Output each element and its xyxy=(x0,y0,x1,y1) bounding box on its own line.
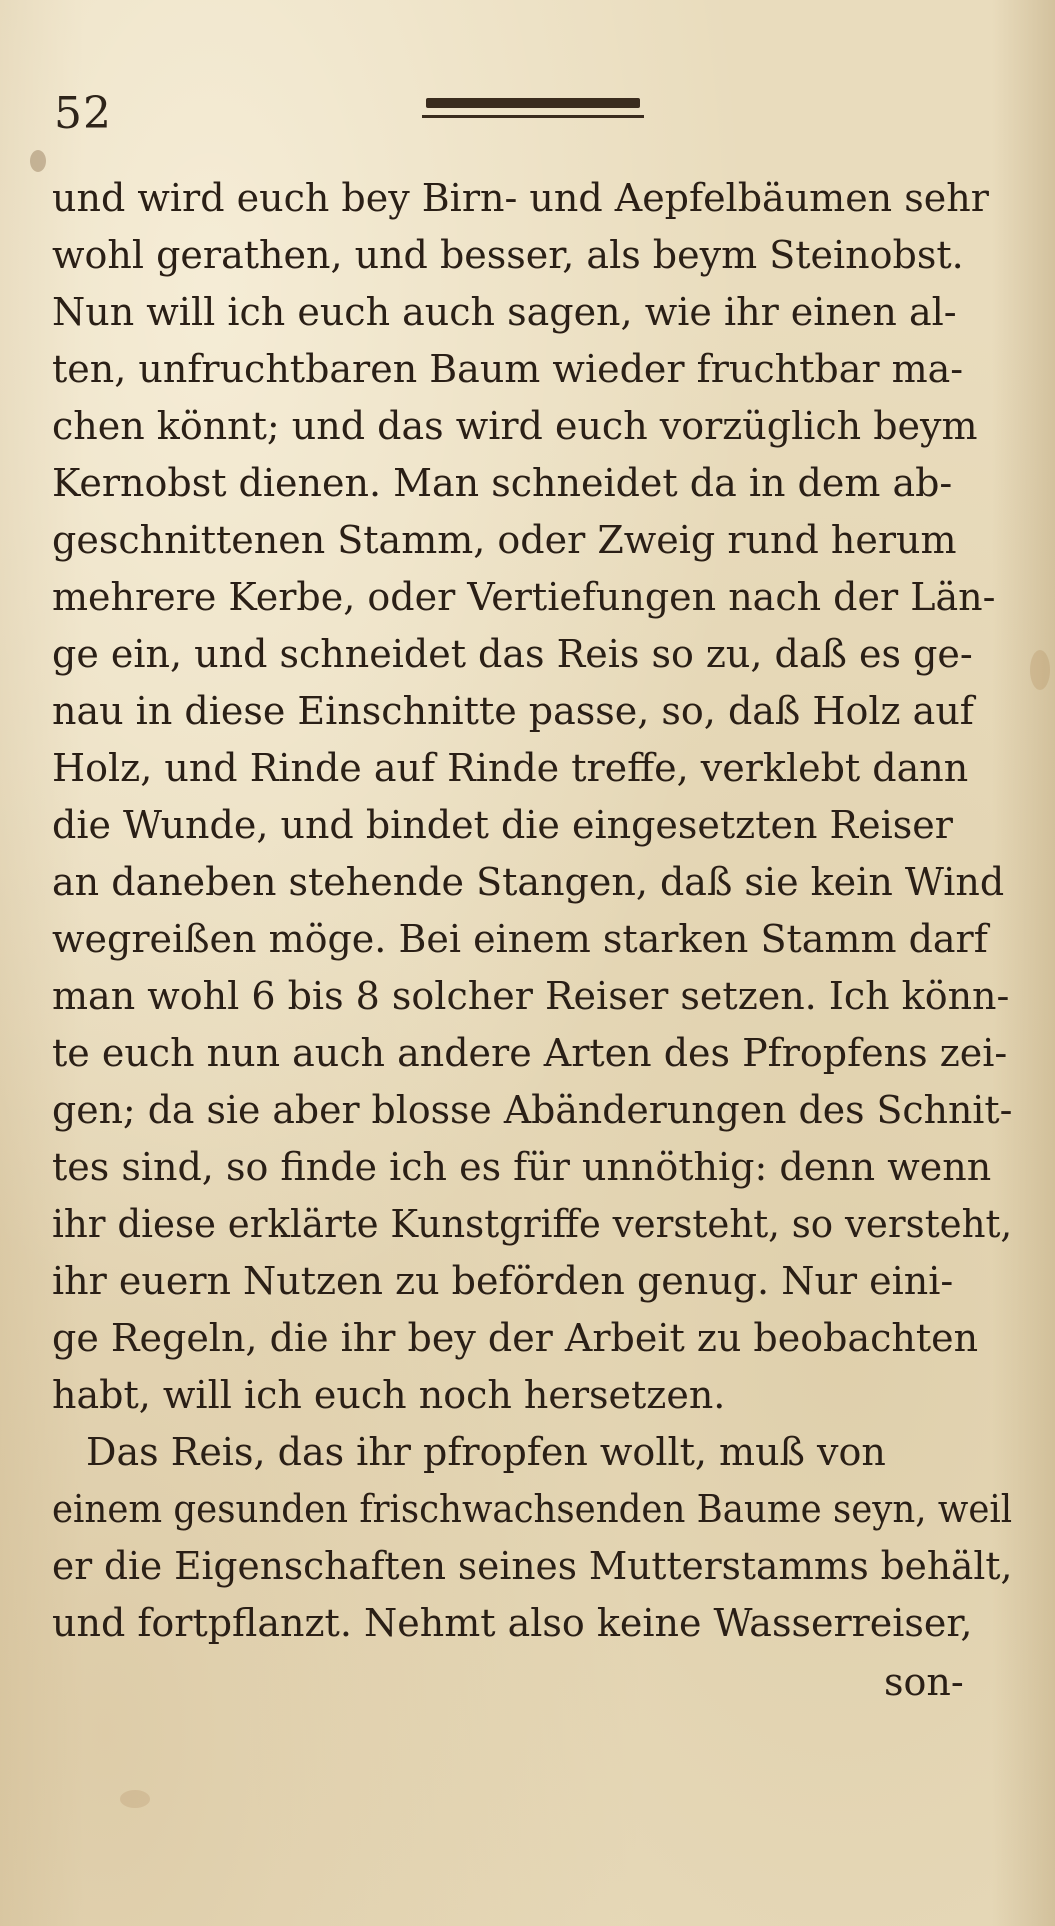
text-line: tes sind, so finde ich es für unnöthig: denn wenn xyxy=(52,1145,992,1189)
text-line: die Wunde, und bindet die eingesetzten Reiser xyxy=(52,803,953,847)
text-line: einem gesunden frischwachsenden Baume seyn, weil xyxy=(52,1487,1013,1531)
text-line: und fortpflanzt. Nehmt also keine Wasserreiser, xyxy=(52,1601,973,1645)
text-line: mehrere Kerbe, oder Vertiefungen nach der Län- xyxy=(52,575,996,619)
text-line: nau in diese Einschnitte passe, so, daß Holz auf xyxy=(52,689,974,733)
paper-stain xyxy=(120,1790,150,1808)
text-line-paragraph-start: Das Reis, das ihr pfropfen wollt, muß von xyxy=(86,1430,886,1474)
text-line: geschnittenen Stamm, oder Zweig rund herum xyxy=(52,518,957,562)
text-line: ten, unfruchtbaren Baum wieder fruchtbar ma- xyxy=(52,347,964,391)
text-line: Nun will ich euch auch sagen, wie ihr einen al- xyxy=(52,290,957,334)
ink-speck xyxy=(30,150,46,172)
text-line: gen; da sie aber blosse Abänderungen des Schnit- xyxy=(52,1088,1013,1132)
text-line: ihr diese erklärte Kunstgriffe versteht, so versteht, xyxy=(52,1202,1013,1246)
text-line: man wohl 6 bis 8 solcher Reiser setzen. Ich könn- xyxy=(52,974,1010,1018)
text-line: und wird euch bey Birn- und Aepfelbäumen sehr xyxy=(52,176,989,220)
text-line: er die Eigenschaften seines Mutterstamms behält, xyxy=(52,1544,1013,1588)
text-line: ge ein, und schneidet das Reis so zu, daß es ge- xyxy=(52,632,973,676)
paper-stain xyxy=(1030,650,1050,690)
ornament-rule xyxy=(422,115,644,118)
header-rule-ornament xyxy=(422,98,644,124)
page-number: 52 xyxy=(54,88,112,139)
text-line: Holz, und Rinde auf Rinde treffe, verklebt dann xyxy=(52,746,969,790)
text-line: ge Regeln, die ihr bey der Arbeit zu beobachten xyxy=(52,1316,979,1360)
text-line: wohl gerathen, und besser, als beym Steinobst. xyxy=(52,233,964,277)
catchword: son- xyxy=(884,1660,964,1704)
text-line: wegreißen möge. Bei einem starken Stamm darf xyxy=(52,917,988,961)
text-line: ihr euern Nutzen zu beförden genug. Nur eini- xyxy=(52,1259,954,1303)
text-line: Kernobst dienen. Man schneidet da in dem ab- xyxy=(52,461,953,505)
text-line: te euch nun auch andere Arten des Pfropfens zei- xyxy=(52,1031,1008,1075)
text-line: habt, will ich euch noch hersetzen. xyxy=(52,1373,726,1417)
text-line: an daneben stehende Stangen, daß sie kein Wind xyxy=(52,860,1005,904)
ornament-bar xyxy=(426,98,640,108)
text-line: chen könnt; und das wird euch vorzüglich beym xyxy=(52,404,978,448)
